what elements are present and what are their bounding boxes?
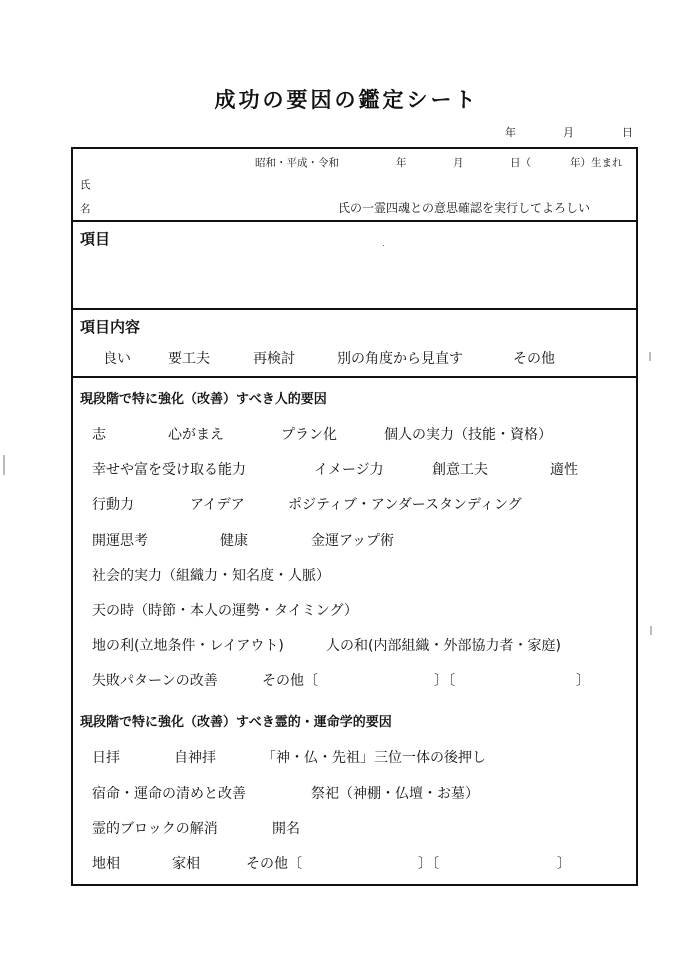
factor-land-feng-shui: 地相: [92, 856, 120, 872]
factor-mindset: 心がまえ: [168, 427, 224, 443]
born-year-label: 年）生まれ: [570, 157, 623, 169]
name-label-1: 氏: [80, 179, 91, 191]
spiritual-other-open: その他〔: [246, 856, 302, 872]
birth-month-label: 月: [453, 157, 464, 169]
factor-money-luck: 金運アップ術: [311, 533, 395, 549]
name-section: [73, 149, 636, 221]
human-other-open: その他〔: [262, 673, 318, 689]
factor-house-feng-shui: 家相: [172, 856, 200, 872]
factor-health: 健康: [220, 533, 248, 549]
factor-naming: 開名: [272, 821, 300, 837]
human-factors-heading: 現段階で特に強化（改善）すべき人的要因: [80, 392, 327, 407]
human-factors-section: [73, 378, 636, 888]
scan-mark: [3, 455, 5, 475]
factor-spiritual-block: 霊的ブロックの解消: [92, 821, 218, 837]
factor-planning: プラン化: [281, 427, 337, 443]
top-year-label: 年: [505, 126, 516, 139]
stray-dot: [383, 245, 384, 246]
factor-trinity-support: 「神・仏・先祖」三位一体の後押し: [262, 750, 486, 766]
factor-individual-ability: 個人の実力（技能・資格）: [384, 427, 552, 443]
name-label-2: 名: [80, 203, 91, 215]
spiritual-factors-heading: 現段階で特に強化（改善）すべき霊的・運命学的要因: [80, 715, 392, 730]
scan-mark: [649, 352, 651, 361]
factor-timing: 天の時（時節・本人の運勢・タイミング）: [92, 603, 358, 619]
content-section: [73, 310, 636, 376]
factor-positive-understanding: ポジティブ・アンダースタンディング: [288, 497, 522, 513]
option-other: その他: [513, 351, 555, 367]
factor-harmony: 人の和(内部組織・外部協力者・家庭): [326, 638, 561, 654]
factor-location: 地の利(立地条件・レイアウト): [92, 638, 284, 654]
sheet-title: 成功の要因の鑑定シート: [214, 88, 479, 112]
factor-aptitude: 適性: [550, 462, 578, 478]
factor-fortune-thinking: 開運思考: [92, 533, 148, 549]
factor-sun-worship: 日拝: [92, 750, 120, 766]
item-label: 項目: [80, 230, 111, 248]
factor-receiving-ability: 幸せや富を受け取る能力: [92, 462, 246, 478]
birth-day-label: 日（: [510, 157, 531, 169]
content-label: 項目内容: [80, 318, 141, 336]
spiritual-other-middle: 〕〔: [418, 856, 439, 872]
spiritual-other-close: 〕: [557, 856, 571, 872]
option-reconsider: 再検討: [253, 351, 295, 367]
option-good: 良い: [103, 351, 131, 367]
factor-aspiration: 志: [92, 427, 106, 443]
option-other-angle: 別の角度から見直す: [337, 351, 463, 367]
option-needs-work: 要工夫: [168, 351, 210, 367]
factor-failure-patterns: 失敗パターンの改善: [92, 673, 218, 689]
factor-action: 行動力: [92, 497, 134, 513]
item-section: [73, 222, 636, 308]
factor-destiny-purification: 宿命・運命の清めと改善: [92, 786, 246, 802]
factor-ideas: アイデア: [190, 497, 245, 513]
factor-self-god-worship: 自神拝: [174, 750, 216, 766]
confirm-text: 氏の一霊四魂との意思確認を実行してよろしい: [338, 201, 591, 215]
top-day-label: 日: [622, 126, 633, 139]
factor-social-ability: 社会的実力（組織力・知名度・人脈）: [92, 568, 330, 584]
factor-imagination: イメージ力: [314, 462, 384, 478]
factor-creativity: 創意工夫: [432, 462, 488, 478]
era-label: 昭和・平成・令和: [255, 157, 339, 169]
appraisal-form: [71, 147, 638, 886]
birth-year-label: 年: [396, 157, 407, 169]
human-other-middle: 〕〔: [434, 673, 455, 689]
scan-mark: [650, 626, 652, 635]
human-other-close: 〕: [576, 673, 590, 689]
top-month-label: 月: [563, 126, 574, 139]
factor-rituals: 祭祀（神棚・仏壇・お墓）: [311, 786, 479, 802]
